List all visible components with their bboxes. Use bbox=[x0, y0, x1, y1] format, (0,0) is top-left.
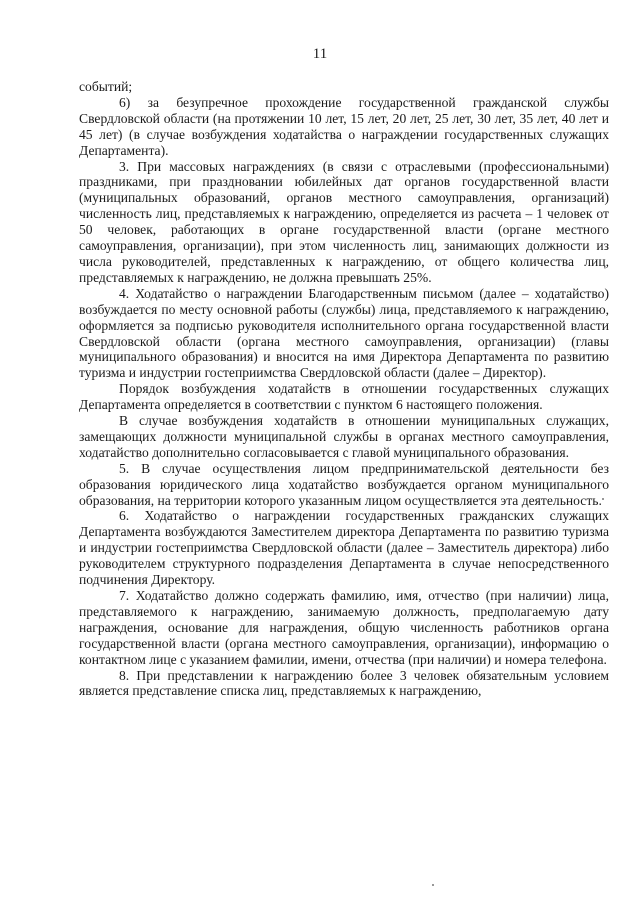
paragraph-clause-8: 8. При представлении к награждению более 3 человек обязательным условием является представление списка лиц, представляемых к награждению, bbox=[79, 667, 609, 699]
paragraph-clause-5: 5. В случае осуществления лицом предпринимательской деятельности без образования юридического лица ходатайство возбуждается органом муниципального образования, на территории которого указанным лицом осуществляется эта деятельность. bbox=[79, 460, 609, 508]
paragraph-procedure: Порядок возбуждения ходатайств в отношении государственных служащих Департамента определяется в соответствии с пунктом 6 настоящего положения. bbox=[79, 381, 609, 413]
paragraph-clause-6: 6. Ходатайство о награждении государственных гражданских служащих Департамента возбуждаются Заместителем директора Департамента по развитию туризма и индустрии гостеприимства Свердловской области (далее – Заместитель директора) либо руководителем структурного подразделения Департамента в случае непосредственного подчинения Директору. bbox=[79, 508, 609, 588]
paragraph-item-6: 6) за безупречное прохождение государственной гражданской службы Свердловской области (на протяжении 10 лет, 15 лет, 20 лет, 25 лет, 30 лет, 35 лет, 40 лет и 45 лет) (в случае возбуждения ходатайства о награждении государственных служащих Департамента). bbox=[79, 94, 609, 158]
paragraph-clause-4: 4. Ходатайство о награждении Благодарственным письмом (далее – ходатайство) возбуждается по месту основной работы (службы) лица, представляемого к награждению, оформляется за подписью руководителя исполнительного органа государственной власти Свердловской области (органа местного самоуправления, организации) (главы муниципального образования) и вносится на имя Директора Департамента по развитию туризма и индустрии гостеприимства Свердловской области (далее – Директор). bbox=[79, 285, 609, 381]
paragraph-continuation: событий; bbox=[79, 79, 133, 94]
paragraph-clause-3: 3. При массовых награждениях (в связи с отраслевыми (профессиональными) праздниками, при праздновании юбилейных дат органов государственной власти (муниципальных образований, органов местного самоуправления, организаций) численность лиц, представляемых к награждению, определяется из расчета – 1 человек от 50 человек, работающих в органе государственной власти (органе местного самоуправления, организации), при этом численность лиц, занимающих должности из числа руководителей, представленных к награждению, от общего количества лиц, представляемых к награждению, не должна превышать 25%. bbox=[79, 158, 609, 285]
scan-speck bbox=[602, 498, 604, 500]
scan-speck bbox=[432, 884, 434, 886]
paragraph-municipal: В случае возбуждения ходатайств в отношении муниципальных служащих, замещающих должности муниципальной службы в органах местного самоуправления, ходатайство дополнительно согласовывается с главой муниципального образования. bbox=[79, 413, 609, 460]
paragraph-clause-7: 7. Ходатайство должно содержать фамилию, имя, отчество (при наличии) лица, представляемого к награждению, занимаемую должность, предполагаемую дату награждения, основание для награждения, общую численность работников органа государственной власти (органа местного самоуправления, организации), информацию о контактном лице с указанием фамилии, имени, отчества (при наличии) и номера телефона. bbox=[79, 588, 609, 667]
document-body bbox=[79, 79, 609, 699]
page-number: 11 bbox=[312, 46, 328, 62]
